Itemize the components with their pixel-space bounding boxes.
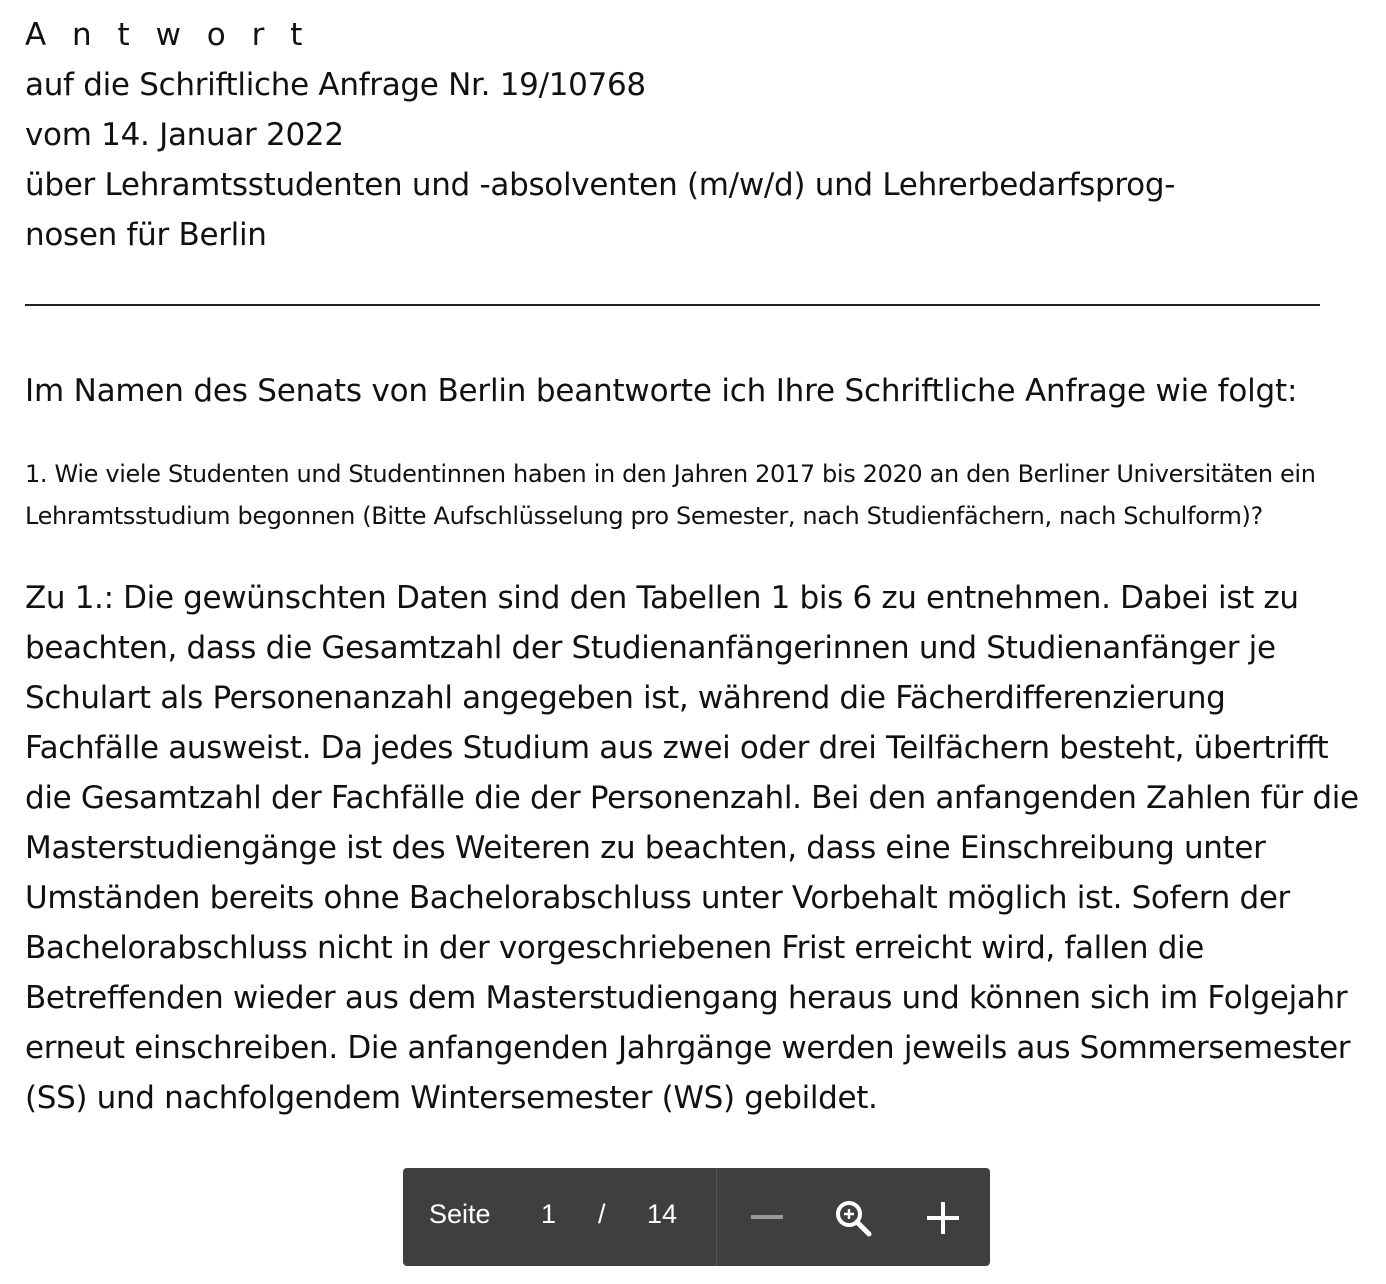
zoom-out-button[interactable]: [749, 1198, 785, 1234]
zoom-magnifier-icon: [833, 1198, 873, 1238]
current-page-number[interactable]: 1: [541, 1199, 557, 1229]
toolbar-divider: [716, 1168, 717, 1266]
question-1: 1. Wie viele Studenten und Studentinnen haben in den Jahren 2017 bis 2020 an den Berliner Universitäten ein Lehramtsstudium begonnen (Bitte Aufschlüsselung pro Semester, nach Studienfächern, nach Schulform)?: [25, 460, 1316, 530]
zoom-in-button[interactable]: [923, 1198, 963, 1238]
pdf-viewer-toolbar: [403, 1168, 990, 1266]
page-label: Seite: [429, 1199, 491, 1229]
answer-1: Zu 1.: Die gewünschten Daten sind den Tabellen 1 bis 6 zu entnehmen. Dabei ist zu beachten, dass die Gesamtzahl der Studienanfängerinnen und Studienanfänger je Schulart als Personenanzahl angegeben ist, während die Fächerdifferenzierung Fachfälle ausweist. Da jedes Studium aus zwei oder drei Teilfächern besteht, übertrifft die Gesamtzahl der Fachfälle die der Personenzahl. Bei den anfangenden Zahlen für die Masterstudiengänge ist des Weiteren zu beachten, dass eine Einschreibung unter Umständen bereits ohne Bachelorabschluss unter Vorbehalt möglich ist. Sofern der Bachelorabschluss nicht in der vorgeschriebenen Frist erreicht wird, fallen die Betreffenden wieder aus dem Masterstudiengang heraus und können sich im Folgejahr erneut einschreiben. Die anfangenden Jahrgänge werden jeweils aus Sommersemester (SS) und nachfolgendem Wintersemester (WS) gebildet.: [25, 580, 1359, 1116]
heading-subject-line2: nosen für Berlin: [25, 217, 267, 253]
heading-date: vom 14. Januar 2022: [25, 117, 344, 153]
total-pages: 14: [647, 1199, 678, 1229]
document-page: [25, 0, 1365, 1123]
intro-paragraph: Im Namen des Senats von Berlin beantworte ich Ihre Schriftliche Anfrage wie folgt:: [25, 373, 1298, 409]
minus-icon: [751, 1215, 783, 1219]
separator-rule: [25, 304, 1320, 306]
heading-subject-line1: über Lehramtsstudenten und -absolventen (m/w/d) und Lehrerbedarfsprog-: [25, 167, 1176, 203]
zoom-reset-button[interactable]: [833, 1198, 873, 1238]
page-separator: /: [598, 1199, 606, 1229]
heading-anfrage-number: auf die Schriftliche Anfrage Nr. 19/10768: [25, 67, 646, 103]
heading-antwort: A n t w o r t: [25, 17, 311, 53]
